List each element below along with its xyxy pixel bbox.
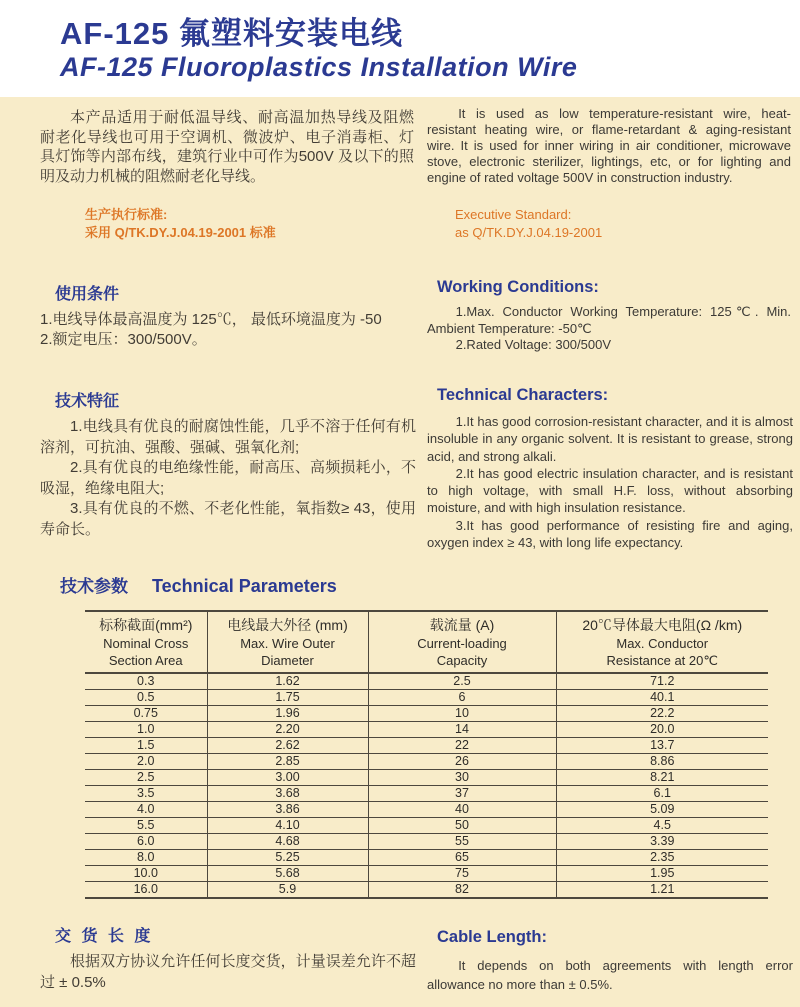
section-technical-characters-en	[427, 386, 793, 551]
cell-current-loading-capacity: 30	[368, 770, 556, 786]
production-standard-value-zh: 采用 Q/TK.DY.J.04.19-2001 标准	[85, 224, 276, 240]
cell-current-loading-capacity: 10	[368, 706, 556, 722]
technical-characters-item-en: 2.It has good electric insulation character, and is resistant to high voltage, with small H.F. loss, without absorbing moisture, and with high insulation resistance.	[427, 465, 793, 516]
cell-current-loading-capacity: 6	[368, 690, 556, 706]
cell-nominal-cross-section: 0.5	[85, 690, 207, 706]
column-header-max-conductor-resistance: 20℃导体最大电阻(Ω /km) Max. Conductor Resistance at 20℃	[556, 611, 768, 673]
cell-max-wire-outer-diameter: 2.85	[207, 754, 368, 770]
production-standard-zh	[85, 206, 276, 241]
cell-max-conductor-resistance: 8.86	[556, 754, 768, 770]
technical-characters-heading-zh: 技术特征	[55, 393, 120, 410]
table-row	[85, 786, 768, 802]
cell-max-conductor-resistance: 71.2	[556, 673, 768, 690]
cell-max-wire-outer-diameter: 5.25	[207, 850, 368, 866]
table-header-row	[85, 611, 768, 673]
cell-nominal-cross-section: 6.0	[85, 834, 207, 850]
technical-characters-item-zh: 3.具有优良的不燃、不老化性能，氧指数≥ 43，使用寿命长。	[40, 500, 416, 538]
cable-length-text-en: It depends on both agreements with length error allowance no more than ± 0.5%.	[427, 958, 793, 992]
technical-characters-item-en: 1.It has good corrosion-resistant character, and it is almost insoluble in any organic solvent. It is resistant to grease, strong acid, and strong alkali.	[427, 414, 793, 464]
cell-max-wire-outer-diameter: 1.96	[207, 706, 368, 722]
cell-nominal-cross-section: 0.3	[85, 673, 207, 690]
working-conditions-heading-en: Working Conditions:	[437, 278, 599, 296]
cell-current-loading-capacity: 14	[368, 722, 556, 738]
table-row	[85, 834, 768, 850]
cell-max-wire-outer-diameter: 4.10	[207, 818, 368, 834]
column-header-nominal-cross-section: 标称截面(mm²) Nominal Cross Section Area	[85, 611, 207, 673]
section-working-conditions-en	[427, 278, 791, 354]
cell-max-wire-outer-diameter: 5.68	[207, 866, 368, 882]
cell-max-wire-outer-diameter: 2.62	[207, 738, 368, 754]
cell-max-conductor-resistance: 2.35	[556, 850, 768, 866]
cell-max-wire-outer-diameter: 2.20	[207, 722, 368, 738]
table-row	[85, 706, 768, 722]
table-row	[85, 690, 768, 706]
section-technical-characters-zh	[40, 388, 416, 540]
table-row	[85, 802, 768, 818]
cell-max-conductor-resistance: 1.95	[556, 866, 768, 882]
cell-max-wire-outer-diameter: 3.68	[207, 786, 368, 802]
cell-max-conductor-resistance: 20.0	[556, 722, 768, 738]
cell-current-loading-capacity: 82	[368, 882, 556, 899]
cell-nominal-cross-section: 2.5	[85, 770, 207, 786]
cell-current-loading-capacity: 40	[368, 802, 556, 818]
technical-parameters-heading-en: Technical Parameters	[152, 576, 337, 596]
cell-current-loading-capacity: 65	[368, 850, 556, 866]
technical-characters-heading-en: Technical Characters:	[437, 386, 609, 404]
cell-max-conductor-resistance: 8.21	[556, 770, 768, 786]
table-row	[85, 673, 768, 690]
cell-max-wire-outer-diameter: 4.68	[207, 834, 368, 850]
column-header-max-wire-outer-diameter: 电线最大外径 (mm) Max. Wire Outer Diameter	[207, 611, 368, 673]
cell-max-wire-outer-diameter: 1.75	[207, 690, 368, 706]
cable-length-heading-zh: 交 货 长 度	[55, 928, 154, 945]
section-cable-length-en	[427, 928, 793, 994]
usage-conditions-item-zh: 1.电线导体最高温度为 125℃， 最低环境温度为 -50	[40, 311, 382, 328]
technical-characters-item-zh: 1.电线具有优良的耐腐蚀性能，几乎不溶于任何有机溶剂，可抗油、强酸、强碱、强氧化剂;	[40, 418, 416, 456]
executive-standard-en	[455, 206, 602, 241]
table-row	[85, 818, 768, 834]
executive-standard-label-en: Executive Standard:	[455, 207, 572, 222]
production-standard-label-zh: 生产执行标准:	[85, 207, 168, 222]
cell-current-loading-capacity: 50	[368, 818, 556, 834]
cell-current-loading-capacity: 22	[368, 738, 556, 754]
page-title-en: AF-125 Fluoroplastics Installation Wire	[60, 52, 578, 82]
table-row	[85, 722, 768, 738]
cell-current-loading-capacity: 26	[368, 754, 556, 770]
cell-nominal-cross-section: 4.0	[85, 802, 207, 818]
table-row	[85, 850, 768, 866]
technical-characters-item-zh: 2.具有优良的电绝缘性能，耐高压、高频损耗小，不吸湿，绝缘电阻大;	[40, 459, 416, 497]
cell-nominal-cross-section: 3.5	[85, 786, 207, 802]
technical-parameters-heading-zh: 技术参数	[60, 577, 128, 596]
cell-current-loading-capacity: 37	[368, 786, 556, 802]
cell-max-conductor-resistance: 1.21	[650, 882, 675, 896]
cell-nominal-cross-section: 8.0	[85, 850, 207, 866]
cell-nominal-cross-section: 1.5	[85, 738, 207, 754]
cell-nominal-cross-section: 2.0	[85, 754, 207, 770]
intro-paragraph-en: It is used as low temperature-resistant wire, heat-resistant heating wire, or flame-retardant & aging-resistant wire. It is used for inner wiring in air conditioner, microwave stove, electronic sterilizer, lightings, etc, or for lighting and engine of rated voltage 500V in construction industry.	[427, 106, 791, 185]
cell-max-wire-outer-diameter: 3.86	[207, 802, 368, 818]
usage-conditions-item-zh: 2.额定电压：300/500V。	[40, 330, 207, 348]
cell-max-wire-outer-diameter: 5.9	[207, 882, 368, 899]
cell-max-conductor-resistance: 4.5	[556, 818, 768, 834]
technical-characters-item-en: 3.It has good performance of resisting fire and aging, oxygen index ≥ 43, with long life expectancy.	[427, 517, 793, 551]
working-conditions-item-en: 1.Max. Conductor Working Temperature: 125℃. Min. Ambient Temperature: -50℃	[427, 304, 791, 336]
cell-max-conductor-resistance: 40.1	[556, 690, 768, 706]
cell-nominal-cross-section: 5.5	[85, 818, 207, 834]
intro-paragraph-zh: 本产品适用于耐低温导线、耐高温加热导线及阻燃耐老化导线也可用于空调机、微波炉、电子消毒柜、灯具灯饰等内部布线，建筑行业中可作为500V 及以下的照明及动力机械的阻燃耐老化导线。	[40, 109, 414, 185]
page-title-zh: AF-125 氟塑料安装电线	[60, 16, 403, 51]
table-row	[85, 866, 768, 882]
cable-length-heading-en: Cable Length:	[437, 928, 547, 946]
cell-max-conductor-resistance: 6.1	[556, 786, 768, 802]
column-header-current-loading-capacity: 载流量 (A) Current-loading Capacity	[368, 611, 556, 673]
cable-length-text-zh: 根据双方协议允许任何长度交货，计量误差允许不超过 ± 0.5%	[40, 953, 416, 991]
table-row	[85, 882, 768, 899]
cell-nominal-cross-section: 1.0	[85, 722, 207, 738]
cell-max-conductor-resistance: 22.2	[556, 706, 768, 722]
section-cable-length-zh	[40, 923, 416, 993]
usage-conditions-heading-zh: 使用条件	[55, 286, 120, 303]
cell-max-conductor-resistance: 3.39	[556, 834, 768, 850]
cell-current-loading-capacity: 75	[368, 866, 556, 882]
cell-nominal-cross-section: 10.0	[85, 866, 207, 882]
cell-max-wire-outer-diameter: 1.62	[207, 673, 368, 690]
cell-max-conductor-resistance: 5.09	[556, 802, 768, 818]
cell-nominal-cross-section: 0.75	[85, 706, 207, 722]
cell-current-loading-capacity: 2.5	[368, 673, 556, 690]
cell-current-loading-capacity: 55	[368, 834, 556, 850]
cell-max-wire-outer-diameter: 3.00	[207, 770, 368, 786]
table-row	[85, 754, 768, 770]
section-usage-conditions-zh	[40, 281, 414, 349]
technical-parameters-heading	[60, 572, 337, 597]
technical-parameters-table	[85, 610, 768, 899]
working-conditions-item-en: 2.Rated Voltage: 300/500V	[455, 337, 611, 352]
cell-max-conductor-resistance: 13.7	[556, 738, 768, 754]
table-row	[85, 738, 768, 754]
executive-standard-value-en: as Q/TK.DY.J.04.19-2001	[455, 224, 603, 240]
cell-nominal-cross-section: 16.0	[85, 882, 207, 899]
table-row	[85, 770, 768, 786]
